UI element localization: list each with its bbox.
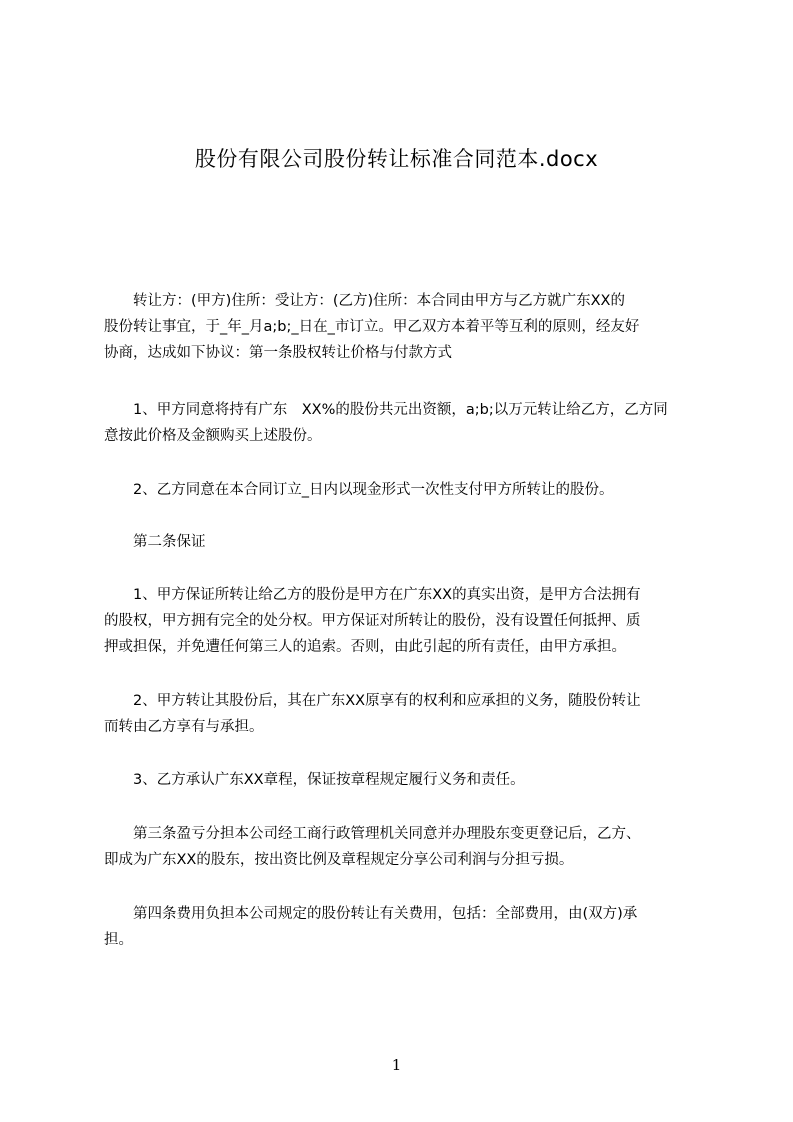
- text-line: 担。: [104, 932, 133, 948]
- text-line: 股份转让事宜，于_年_月a;b;_日在_市订立。甲乙双方本着平等互利的原则，经友好: [104, 319, 640, 335]
- paragraph-clause-2-3: [104, 767, 702, 793]
- text-line: 1、甲方同意将持有广东 XX%的股份共元出资额，a;b;以万元转让给乙方，乙方同: [104, 402, 668, 418]
- text-line: 2、乙方同意在本合同订立_日内以现金形式一次性支付甲方所转让的股份。: [104, 482, 614, 498]
- text-line: 转让方：(甲方)住所：受让方：(乙方)住所：本合同由甲方与乙方就广东XX的: [104, 293, 625, 309]
- paragraph-clause-2-1: [104, 582, 702, 660]
- text-line: 3、乙方承认广东XX章程，保证按章程规定履行义务和责任。: [104, 772, 525, 788]
- text-line: 第二条保证: [104, 534, 206, 550]
- text-line: 押或担保，并免遭任何第三人的追索。否则，由此引起的所有责任，由甲方承担。: [104, 639, 626, 655]
- text-line: 协商，达成如下协议：第一条股权转让价格与付款方式: [104, 345, 452, 361]
- paragraph-clause-1-2: [104, 477, 702, 503]
- text-line: 第三条盈亏分担本公司经工商行政管理机关同意并办理股东变更登记后，乙方、: [104, 826, 641, 842]
- section-heading-guarantee: [104, 529, 702, 555]
- paragraph-clause-1-1: [104, 397, 702, 449]
- text-line: 2、甲方转让其股份后，其在广东XX原享有的权利和应承担的义务，随股份转让: [104, 693, 641, 709]
- text-line: 第四条费用负担本公司规定的股份转让有关费用，包括：全部费用，由(双方)承: [104, 906, 638, 922]
- paragraph-article-4: [104, 901, 702, 953]
- text-line: 意按此价格及金额购买上述股份。: [104, 428, 322, 444]
- text-line: 的股权，甲方拥有完全的处分权。甲方保证对所转让的股份，没有设置任何抵押、质: [104, 613, 641, 629]
- text-line: 1、甲方保证所转让给乙方的股份是甲方在广东XX的真实出资，是甲方合法拥有: [104, 587, 641, 603]
- text-line: 即成为广东XX的股东，按出资比例及章程规定分享公司利润与分担亏损。: [104, 852, 574, 868]
- paragraph-clause-2-2: [104, 688, 702, 740]
- text-line: 而转由乙方享有与承担。: [104, 719, 264, 735]
- document-title: 股份有限公司股份转让标准合同范本.docx: [194, 147, 599, 171]
- paragraph-article-3: [104, 821, 702, 873]
- page-number: 1: [391, 1056, 402, 1074]
- paragraph-preamble: [104, 288, 702, 366]
